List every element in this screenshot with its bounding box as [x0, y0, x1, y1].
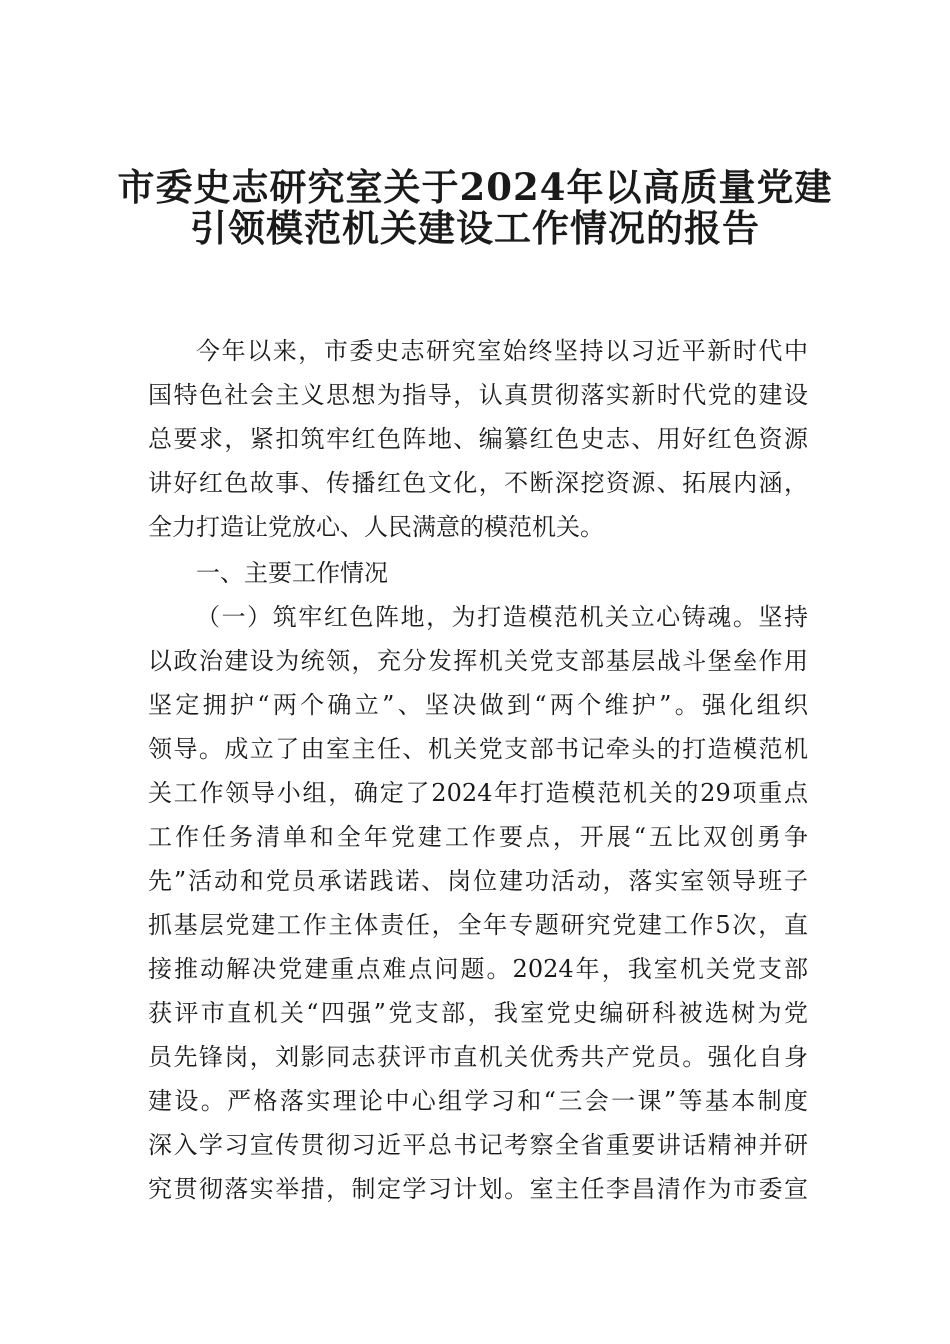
intro-line: 总要求，紧扣筑牢红色阵地、编纂红色史志、用好红色资源 — [148, 425, 808, 453]
body-line: （一）筑牢红色阵地，为打造模范机关立心铸魂。坚持 — [196, 603, 808, 631]
intro-line: 国特色社会主义思想为指导，认真贯彻落实新时代党的建设 — [148, 381, 808, 409]
body-line: 员先锋岗，刘影同志获评市直机关优秀共产党员。强化自身 — [148, 1043, 808, 1071]
body-line: 究贯彻落实举措，制定学习计划。室主任李昌清作为市委宣 — [148, 1175, 808, 1203]
document-title-line-2: 引领模范机关建设工作情况的报告 — [190, 206, 760, 250]
body-line: 坚定拥护“两个确立”、坚决做到“两个维护”。强化组织 — [148, 691, 808, 719]
body-line: 以政治建设为统领，充分发挥机关党支部基层战斗堡垒作用 — [148, 647, 808, 675]
body-line: 深入学习宣传贯彻习近平总书记考察全省重要讲话精神并研 — [148, 1131, 808, 1159]
document-title-line-1: 市委史志研究室关于2024年以高质量党建 — [117, 165, 833, 209]
body-line: 领导。成立了由室主任、机关党支部书记牵头的打造模范机 — [148, 735, 808, 763]
body-line: 关工作领导小组，确定了2024年打造模范机关的29项重点 — [148, 779, 808, 807]
body-line: 接推动解决党建重点难点问题。2024年，我室机关党支部 — [148, 955, 808, 983]
body-line: 建设。严格落实理论中心组学习和“三会一课”等基本制度 — [148, 1087, 808, 1115]
intro-line: 全力打造让党放心、人民满意的模范机关。 — [148, 513, 604, 541]
body-line: 先”活动和党员承诺践诺、岗位建功活动，落实室领导班子 — [148, 867, 808, 895]
section-heading: 一、主要工作情况 — [196, 559, 388, 587]
intro-line: 讲好红色故事、传播红色文化，不断深挖资源、拓展内涵， — [148, 469, 808, 497]
body-line: 工作任务清单和全年党建工作要点，开展“五比双创勇争 — [148, 823, 808, 851]
intro-line: 今年以来，市委史志研究室始终坚持以习近平新时代中 — [196, 337, 808, 365]
body-line: 获评市直机关“四强”党支部，我室党史编研科被选树为党 — [148, 999, 808, 1027]
body-line: 抓基层党建工作主体责任，全年专题研究党建工作5次，直 — [148, 911, 808, 939]
